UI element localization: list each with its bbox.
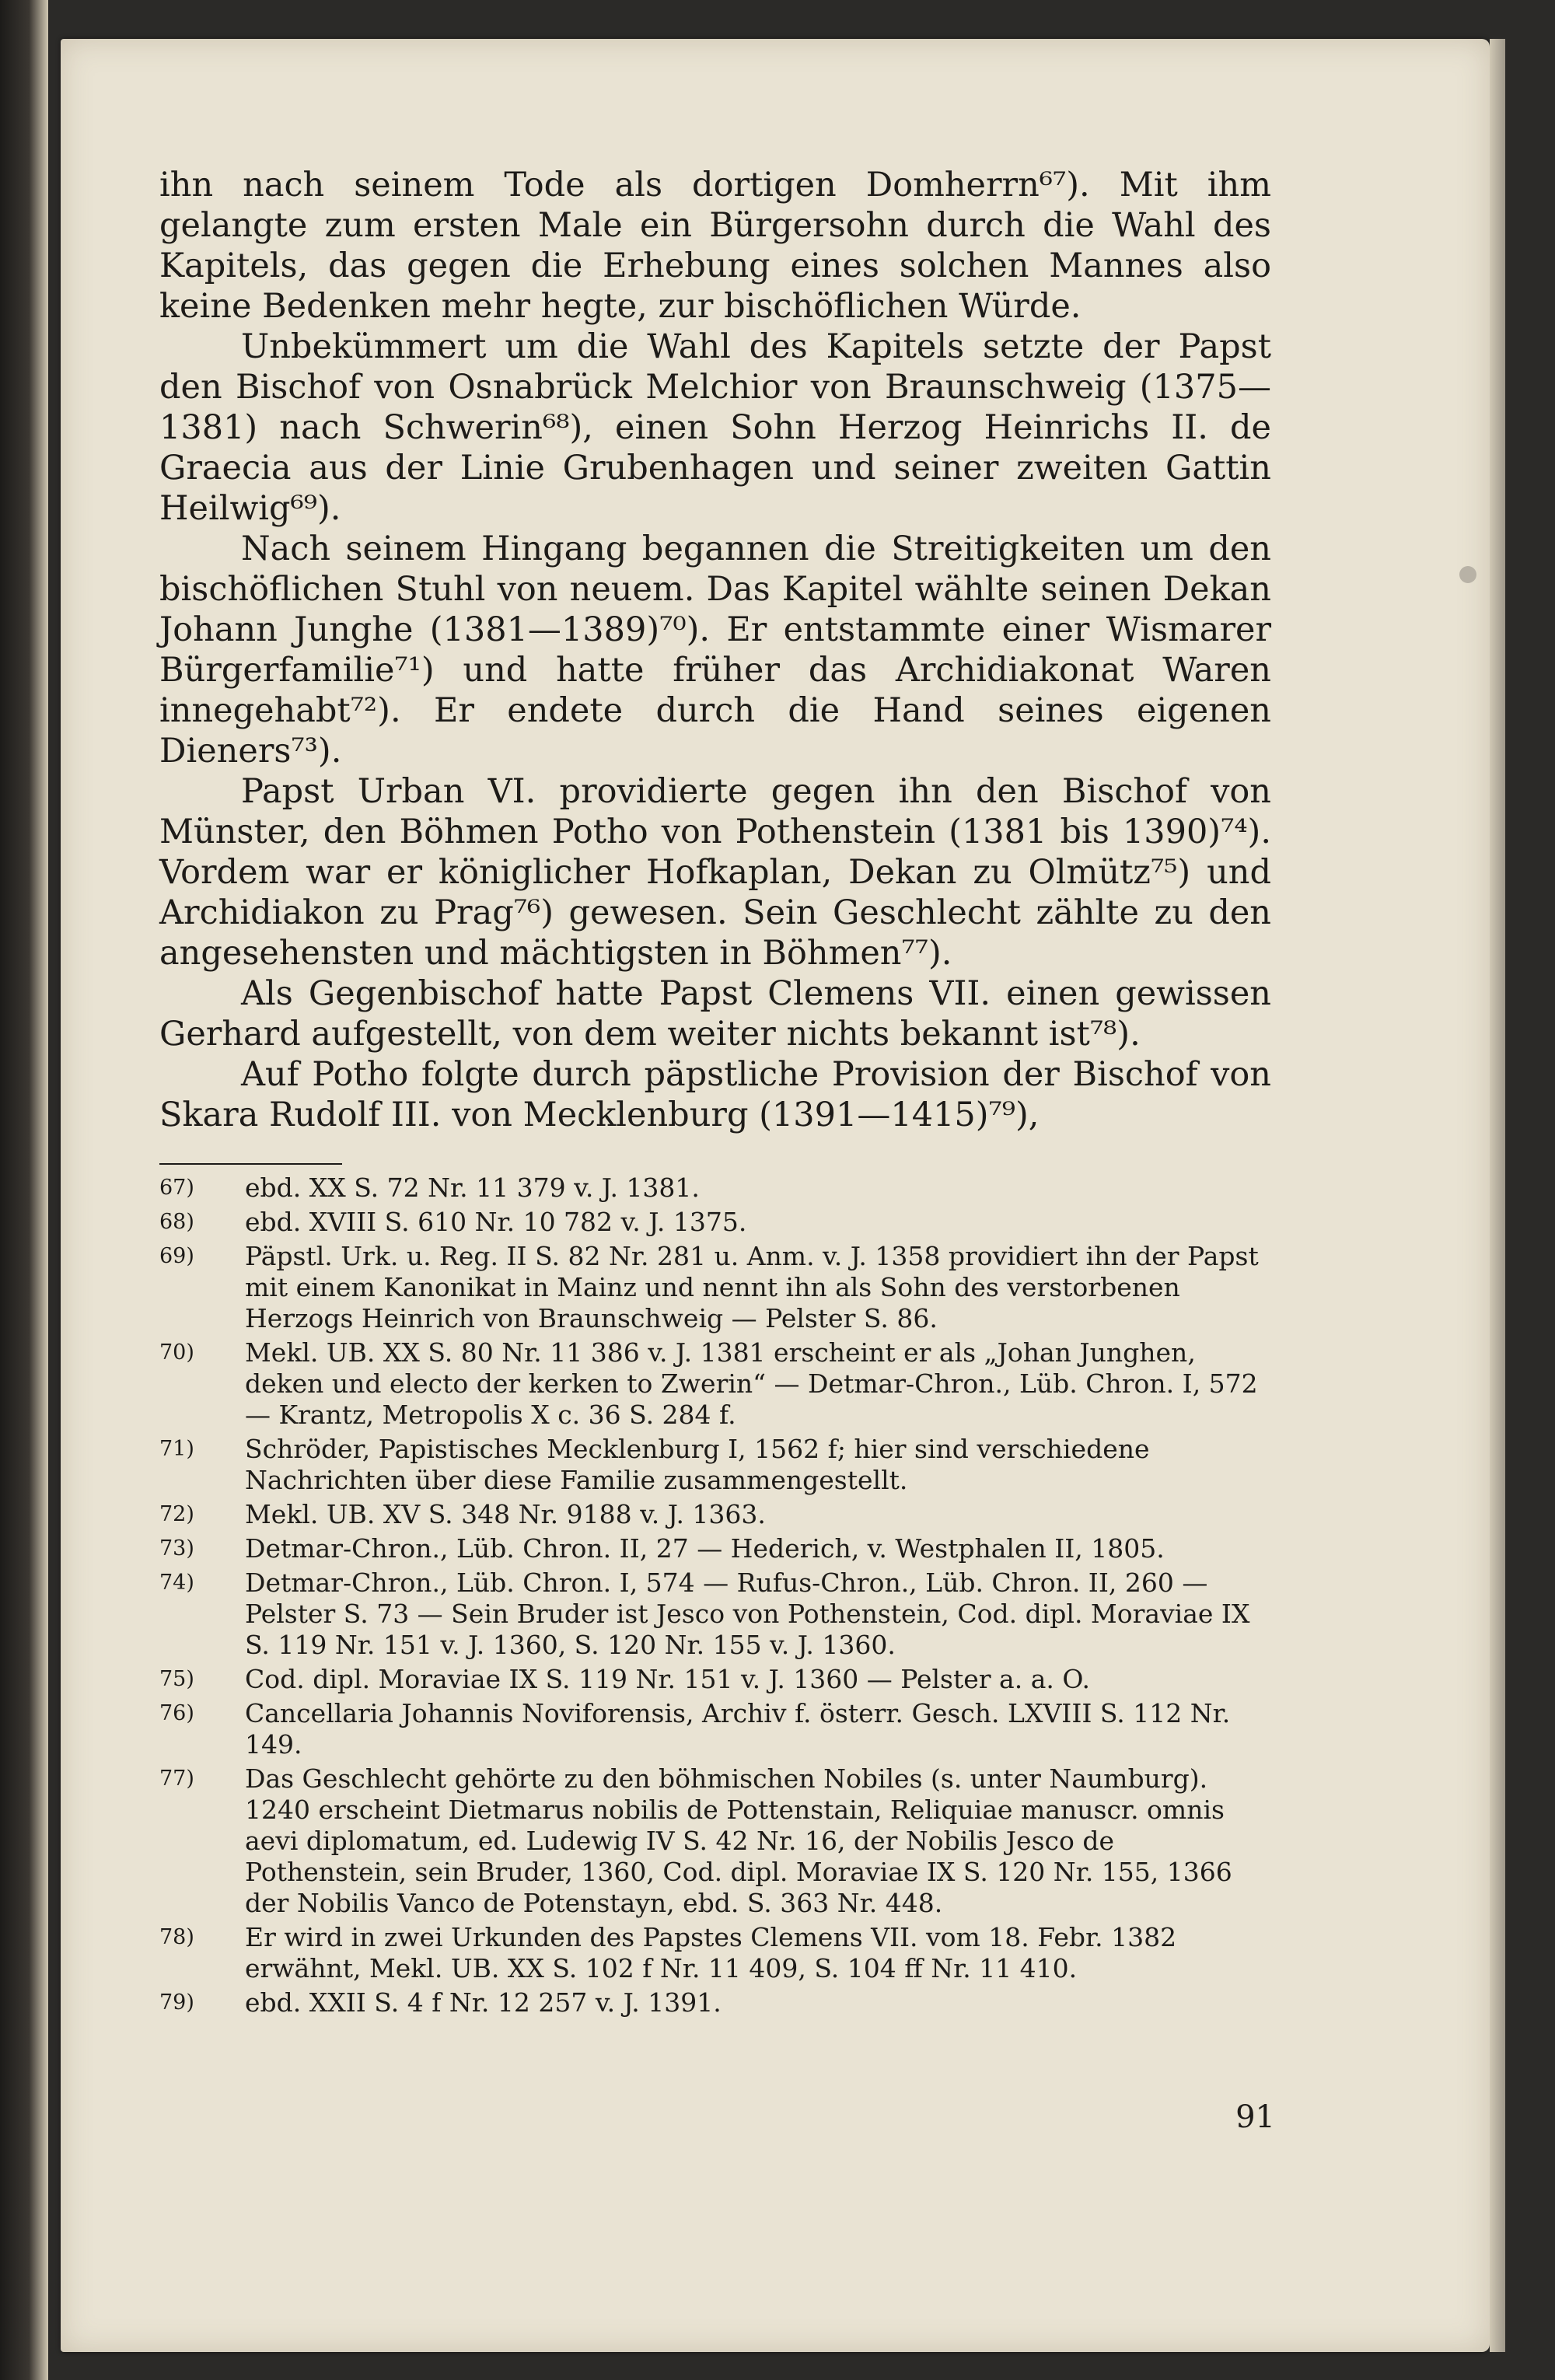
footnote xyxy=(159,1533,1271,1564)
footnote-number: 71) xyxy=(159,1437,194,1461)
footnote xyxy=(159,1664,1271,1695)
footnote xyxy=(159,1499,1271,1530)
footnote-text: ebd. XX S. 72 Nr. 11 379 v. J. 1381. xyxy=(245,1173,700,1203)
footnote-number: 77) xyxy=(159,1767,194,1791)
book-spine xyxy=(0,0,48,2380)
footnote xyxy=(159,1567,1271,1661)
footnotes xyxy=(159,1173,1271,2022)
footnote-text: Cancellaria Johannis Noviforensis, Archiv f. österr. Gesch. LXVIII S. 112 Nr. 149. xyxy=(245,1698,1231,1760)
page-number: 91 xyxy=(1235,2099,1275,2135)
footnote-number: 79) xyxy=(159,1990,194,2015)
footnote xyxy=(159,1173,1271,1204)
footnote-text: Schröder, Papistisches Mecklenburg I, 1562 f; hier sind verschiedene Nachrichten über diese Familie zusammengestellt. xyxy=(245,1434,1150,1495)
footnote-number: 70) xyxy=(159,1340,194,1365)
footnote-text: Mekl. UB. XV S. 348 Nr. 9188 v. J. 1363. xyxy=(245,1499,766,1529)
footnote-number: 72) xyxy=(159,1502,194,1526)
footnote xyxy=(159,1922,1271,1984)
paragraph: Nach seinem Hingang begannen die Streitigkeiten um den bischöflichen Stuhl von neuem. Das Kapitel wählte seinen Dekan Johann Junghe (1381—1389)⁷⁰). Er entstammte einer Wismarer Bürgerfamilie⁷¹) und hatte früher das Archidiakonat Waren innegehabt⁷²). Er endete durch die Hand seines eigenen Dieners⁷³). xyxy=(159,529,1271,771)
footnote-text: Päpstl. Urk. u. Reg. II S. 82 Nr. 281 u. Anm. v. J. 1358 providiert ihn der Papst mit einem Kanonikat in Mainz und nennt ihn als Sohn des verstorbenen Herzogs Heinrich von Braunschweig — Pelster S. 86. xyxy=(245,1241,1259,1333)
footnote-number: 69) xyxy=(159,1244,194,1268)
footnote-text: Mekl. UB. XX S. 80 Nr. 11 386 v. J. 1381 erscheint er als „Johan Junghen, deken und electo der kerken to Zwerin“ — Detmar-Chron., Lüb. Chron. I, 572 — Krantz, Metropolis X c. 36 S. 284 f. xyxy=(245,1337,1258,1430)
paragraph: Auf Potho folgte durch päpstliche Provision der Bischof von Skara Rudolf III. von Mecklenburg (1391—1415)⁷⁹), xyxy=(159,1055,1271,1134)
footnote xyxy=(159,1241,1271,1334)
footnote-text: Er wird in zwei Urkunden des Papstes Clemens VII. vom 18. Febr. 1382 erwähnt, Mekl. UB. XX S. 102 f Nr. 11 409, S. 104 ff Nr. 11 410. xyxy=(245,1922,1177,1983)
paragraph: Unbekümmert um die Wahl des Kapitels setzte der Papst den Bischof von Osnabrück Melchior von Braunschweig (1375—1381) nach Schwerin⁶⁸), einen Sohn Herzog Heinrichs II. de Graecia aus der Linie Grubenhagen und seiner zweiten Gattin Heilwig⁶⁹). xyxy=(159,327,1271,528)
footnote-text: Detmar-Chron., Lüb. Chron. II, 27 — Hederich, v. Westphalen II, 1805. xyxy=(245,1533,1165,1564)
paragraph: Papst Urban VI. providierte gegen ihn den Bischof von Münster, den Böhmen Potho von Pothenstein (1381 bis 1390)⁷⁴). Vordem war er königlicher Hofkaplan, Dekan zu Olmütz⁷⁵) und Archidiakon zu Prag⁷⁶) gewesen. Sein Geschlecht zählte zu den angesehensten und mächtigsten in Böhmen⁷⁷). xyxy=(159,772,1271,973)
footnote xyxy=(159,1337,1271,1431)
footnote-number: 75) xyxy=(159,1667,194,1691)
footnote-text: ebd. XVIII S. 610 Nr. 10 782 v. J. 1375. xyxy=(245,1207,747,1237)
footnote-number: 74) xyxy=(159,1571,194,1595)
footnote xyxy=(159,1434,1271,1496)
footnote-text: Das Geschlecht gehörte zu den böhmischen Nobiles (s. unter Naumburg). 1240 erscheint Dietmarus nobilis de Pottenstain, Reliquiae manuscr. omnis aevi diplomatum, ed. Ludewig IV S. 42 Nr. 16, der Nobilis Jesco de Pothenstein, sein Bruder, 1360, Cod. dipl. Moraviae IX S. 120 Nr. 155, 1366 der Nobilis Vanco de Potenstayn, ebd. S. 363 Nr. 448. xyxy=(245,1763,1232,1918)
footnote xyxy=(159,1763,1271,1919)
page-blemish xyxy=(1459,566,1476,583)
footnote xyxy=(159,1207,1271,1238)
footnote-divider xyxy=(159,1163,342,1165)
footnote-text: Cod. dipl. Moraviae IX S. 119 Nr. 151 v. J. 1360 — Pelster a. a. O. xyxy=(245,1664,1090,1694)
page-edge xyxy=(1490,39,1505,2352)
footnote xyxy=(159,1698,1271,1760)
footnote xyxy=(159,1987,1271,2018)
footnote-number: 68) xyxy=(159,1210,194,1234)
footnote-text: Detmar-Chron., Lüb. Chron. I, 574 — Rufus-Chron., Lüb. Chron. II, 260 — Pelster S. 73 — Sein Bruder ist Jesco von Pothenstein, Cod. dipl. Moraviae IX S. 119 Nr. 151 v. J. 1360, S. 120 Nr. 155 v. J. 1360. xyxy=(245,1567,1250,1660)
footnote-number: 67) xyxy=(159,1176,194,1200)
footnote-text: ebd. XXII S. 4 f Nr. 12 257 v. J. 1391. xyxy=(245,1987,722,2018)
body-text xyxy=(159,165,1271,1135)
paragraph: Als Gegenbischof hatte Papst Clemens VII. einen gewissen Gerhard aufgestellt, von dem weiter nichts bekannt ist⁷⁸). xyxy=(159,974,1271,1054)
footnote-number: 73) xyxy=(159,1536,194,1560)
footnote-number: 76) xyxy=(159,1701,194,1725)
footnote-number: 78) xyxy=(159,1925,194,1949)
paragraph: ihn nach seinem Tode als dortigen Domherrn⁶⁷). Mit ihm gelangte zum ersten Male ein Bürgersohn durch die Wahl des Kapitels, das gegen die Erhebung eines solchen Mannes also keine Bedenken mehr hegte, zur bischöflichen Würde. xyxy=(159,166,1271,326)
